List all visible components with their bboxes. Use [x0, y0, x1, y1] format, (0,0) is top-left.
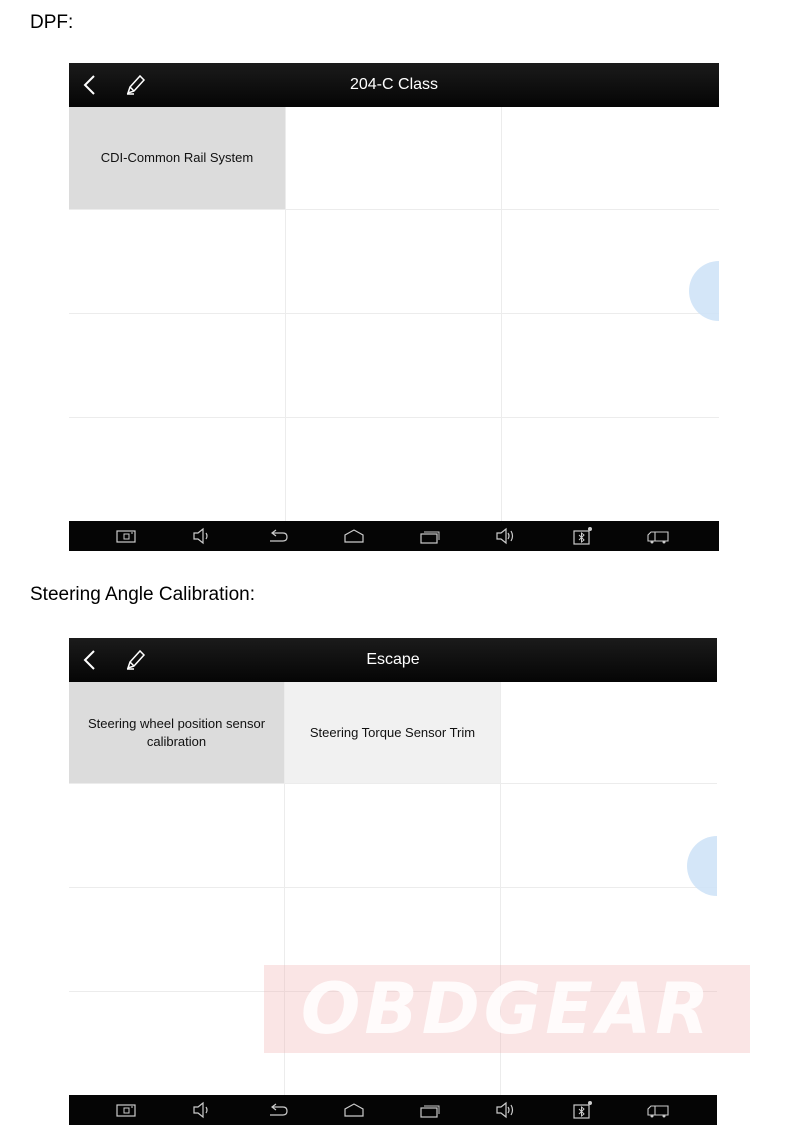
- grid-cell-empty: [69, 888, 285, 992]
- back-icon[interactable]: [267, 526, 289, 546]
- grid-cell-empty: [286, 210, 502, 314]
- dpf-screen: [69, 63, 719, 551]
- screen-title: 204-C Class: [349, 76, 439, 93]
- recent-apps-icon[interactable]: [419, 526, 441, 546]
- function-grid: [69, 107, 719, 521]
- screenshot-icon[interactable]: [115, 1100, 137, 1120]
- screen-title: Escape: [366, 651, 420, 668]
- back-icon[interactable]: [267, 1100, 289, 1120]
- volume-down-icon[interactable]: [191, 1100, 213, 1120]
- grid-cell-steering-wheel-calibration[interactable]: Steering wheel position sensor calibration: [69, 682, 285, 784]
- grid-cell-empty: [285, 784, 501, 888]
- volume-up-icon[interactable]: [495, 1100, 517, 1120]
- grid-cell-empty: [286, 107, 502, 210]
- grid-cell-empty: [502, 107, 719, 210]
- volume-down-icon[interactable]: [191, 526, 213, 546]
- grid-cell-steering-torque-trim[interactable]: Steering Torque Sensor Trim: [285, 682, 501, 784]
- grid-cell-empty: [502, 210, 719, 314]
- grid-cell-empty: [69, 784, 285, 888]
- obdgear-watermark: [264, 965, 750, 1053]
- home-icon[interactable]: [343, 1100, 365, 1120]
- grid-cell-empty: [286, 314, 502, 418]
- vci-truck-icon[interactable]: [647, 526, 669, 546]
- watermark-text: OBDGEAR: [300, 968, 714, 1050]
- volume-up-icon[interactable]: [495, 526, 517, 546]
- grid-cell-empty: [502, 418, 719, 521]
- screenshot-icon[interactable]: [115, 526, 137, 546]
- bluetooth-icon[interactable]: [571, 526, 593, 546]
- android-nav-bar: [69, 1095, 717, 1125]
- bluetooth-icon[interactable]: [571, 1100, 593, 1120]
- vci-truck-icon[interactable]: [647, 1100, 669, 1120]
- section-heading-steering: Steering Angle Calibration:: [30, 584, 255, 605]
- android-nav-bar: [69, 521, 719, 551]
- section-heading-dpf: DPF:: [30, 12, 74, 33]
- grid-cell-empty: [69, 210, 286, 314]
- top-bar: [69, 638, 717, 682]
- grid-cell-empty: [501, 682, 717, 784]
- grid-cell-empty: [69, 314, 286, 418]
- grid-cell-empty: [502, 314, 719, 418]
- grid-cell-empty: [286, 418, 502, 521]
- home-icon[interactable]: [343, 526, 365, 546]
- recent-apps-icon[interactable]: [419, 1100, 441, 1120]
- grid-cell-cdi-common-rail[interactable]: CDI-Common Rail System: [69, 107, 286, 210]
- grid-cell-empty: [501, 784, 717, 888]
- top-bar: [69, 63, 719, 107]
- grid-cell-empty: [69, 418, 286, 521]
- grid-cell-empty: [69, 992, 285, 1095]
